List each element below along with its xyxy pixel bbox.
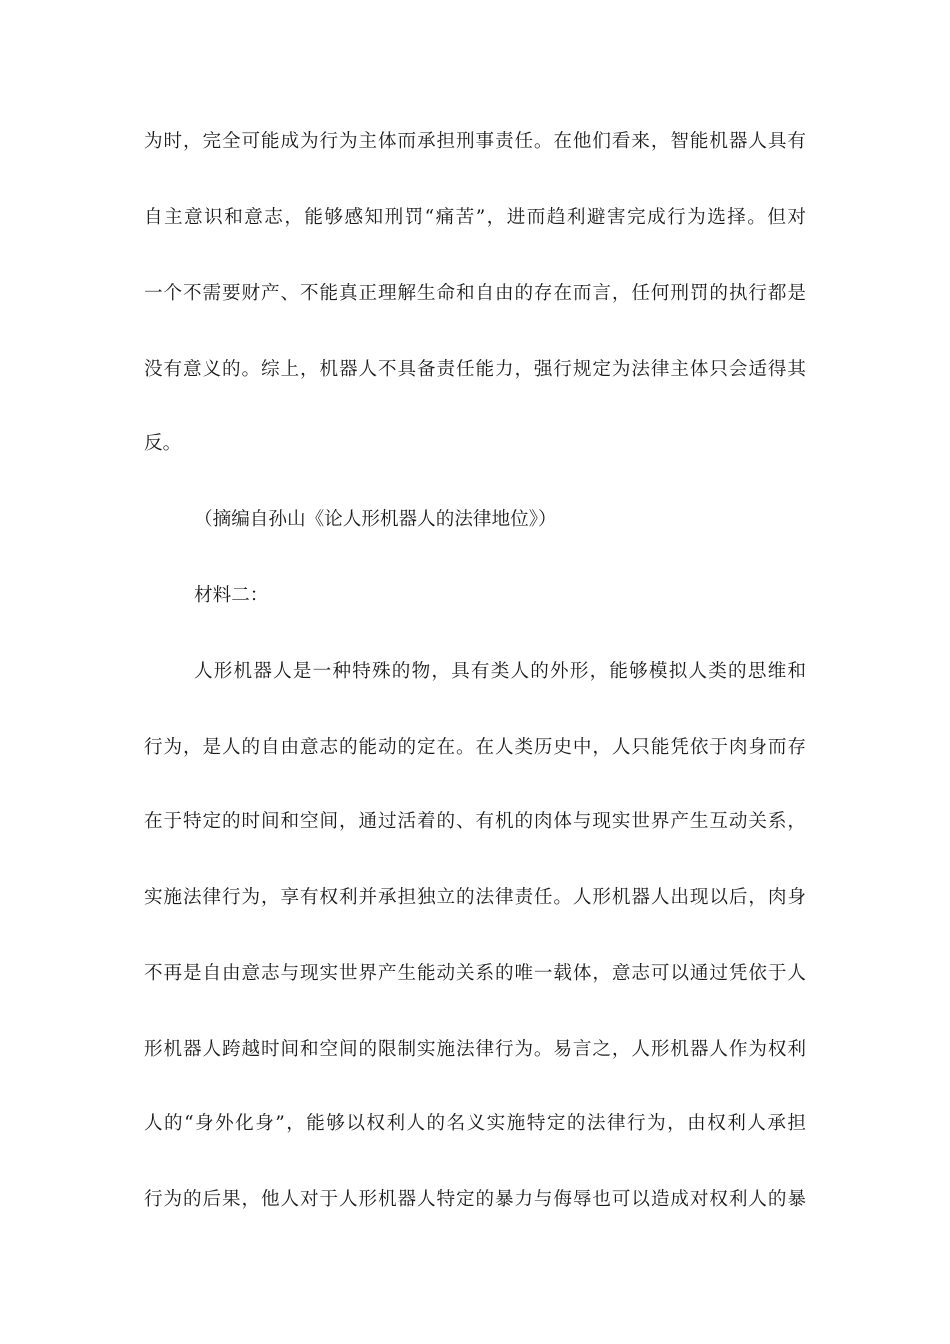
text-line: 自主意识和意志，能够感知刑罚“痛苦”，进而趋利避害完成行为选择。但对 bbox=[144, 207, 806, 228]
text-line: 实施法律行为，享有权利并承担独立的法律责任。人形机器人出现以后，肉身 bbox=[144, 887, 806, 908]
text-line: 为时，完全可能成为行为主体而承担刑事责任。在他们看来，智能机器人具有 bbox=[144, 131, 806, 152]
text-line: 一个不需要财产、不能真正理解生命和自由的存在而言，任何刑罚的执行都是 bbox=[144, 283, 806, 304]
section-heading: 材料二： bbox=[194, 585, 269, 606]
text-line: 形机器人跨越时间和空间的限制实施法律行为。易言之，人形机器人作为权利 bbox=[144, 1039, 806, 1060]
text-line: 行为的后果，他人对于人形机器人特定的暴力与侮辱也可以造成对权利人的暴 bbox=[144, 1189, 806, 1210]
citation-line: （摘编自孙山《论人形机器人的法律地位》） bbox=[194, 509, 557, 530]
text-line: 不再是自由意志与现实世界产生能动关系的唯一载体，意志可以通过凭依于人 bbox=[144, 963, 806, 984]
text-line: 人的“身外化身”，能够以权利人的名义实施特定的法律行为，由权利人承担 bbox=[144, 1113, 806, 1134]
text-line: 没有意义的。综上，机器人不具备责任能力，强行规定为法律主体只会适得其 bbox=[144, 359, 806, 380]
text-line: 行为，是人的自由意志的能动的定在。在人类历史中，人只能凭依于肉身而存 bbox=[144, 737, 806, 758]
text-line: 人形机器人是一种特殊的物，具有类人的外形，能够模拟人类的思维和 bbox=[194, 661, 806, 682]
text-line: 在于特定的时间和空间，通过活着的、有机的肉体与现实世界产生互动关系， bbox=[144, 811, 806, 832]
text-line: 反。 bbox=[144, 433, 182, 454]
